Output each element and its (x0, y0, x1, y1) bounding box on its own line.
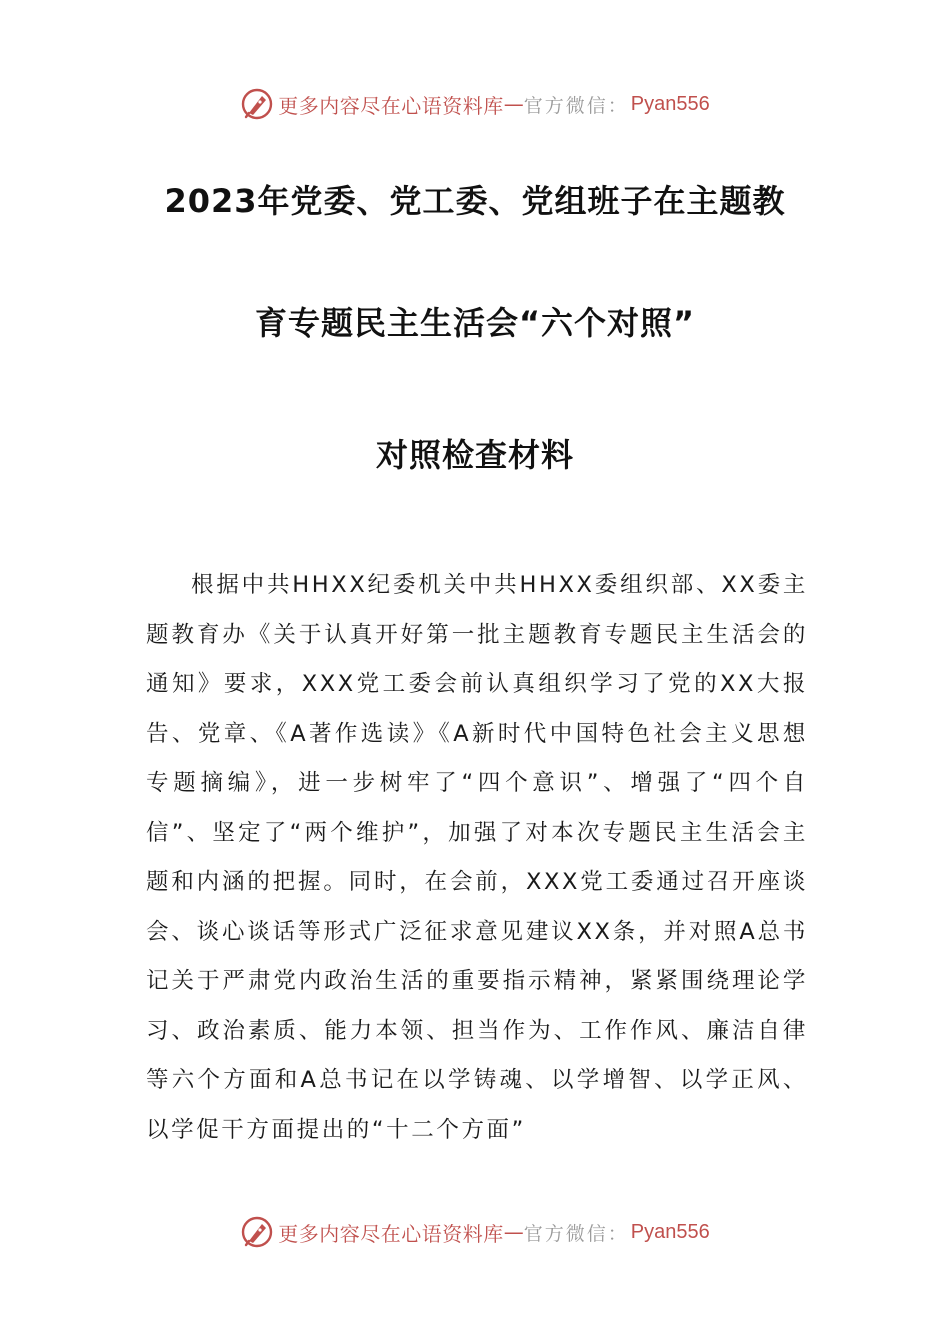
header-watermark (0, 84, 950, 124)
title-line-3: 对照检查材料 (375, 436, 574, 474)
watermark-wechat-label: 官方微信： (523, 1222, 629, 1245)
title-line-2: 育专题民主生活会“六个对照” (254, 304, 696, 342)
pen-nib-icon (240, 1215, 274, 1249)
watermark-separator: — (503, 1220, 524, 1244)
watermark-label: 更多内容尽在心语资料库 (278, 1221, 504, 1246)
title-line-1: 2023年党委、党工委、党组班子在主题教 (164, 182, 786, 220)
watermark-handle: Pyan556 (630, 92, 710, 115)
watermark-handle: Pyan556 (630, 1220, 710, 1243)
pen-nib-icon (240, 87, 274, 121)
footer-watermark (0, 1212, 950, 1252)
body-paragraph: 根据中共HHXX纪委机关中共HHXX委组织部、XX委主题教育办《关于认真开好第一批主题教育专题民主生活会的通知》要求，XXX党工委会前认真组织学习了党的XX大报告、党章、《A著作选读》《A新时代中国特色社会主义思想专题摘编》，进一步树牢了“四个意识”、增强了“四个自信”、坚定了“两个维护”，加强了对本次专题民主生活会主题和内涵的把握。同时，在会前，XXX党工委通过召开座谈会、谈心谈话等形式广泛征求意见建议XX条，并对照A总书记关于严肃党内政治生活的重要指示精神，紧紧围绕理论学习、政治素质、能力本领、担当作为、工作作风、廉洁自律等六个方面和A总书记在以学铸魂、以学增智、以学正风、以学促干方面提出的“十二个方面” (146, 572, 808, 1143)
watermark-separator: — (503, 92, 524, 116)
watermark-wechat-label: 官方微信： (523, 94, 629, 117)
watermark-label: 更多内容尽在心语资料库 (278, 93, 504, 118)
